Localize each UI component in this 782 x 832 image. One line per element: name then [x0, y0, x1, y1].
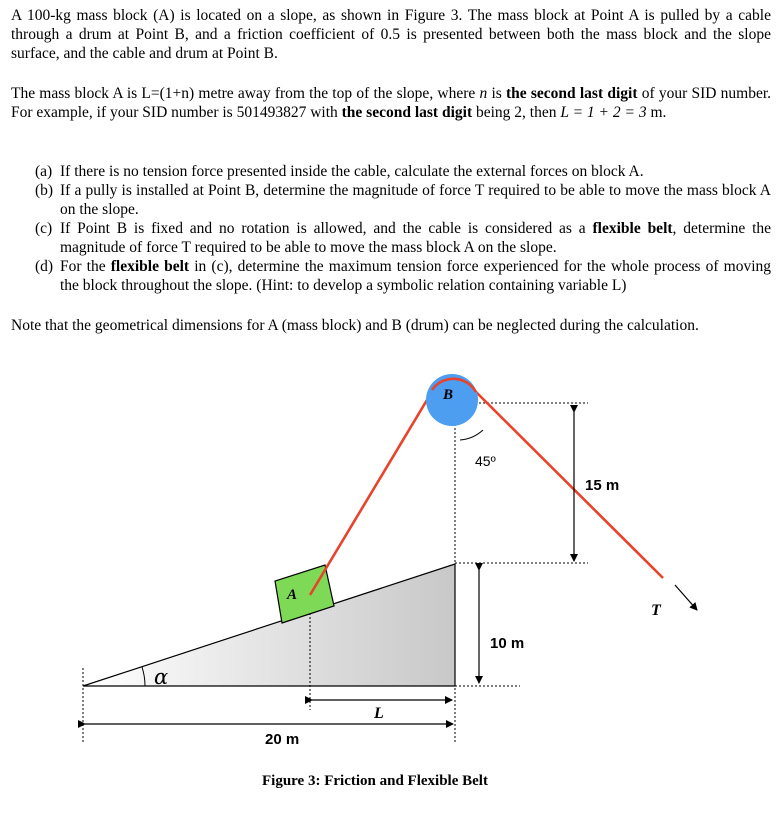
figure-caption: Figure 3: Friction and Flexible Belt — [262, 773, 488, 789]
alpha-label: α — [154, 665, 169, 689]
drum-b-label: B — [443, 387, 454, 403]
angle-arc — [460, 430, 483, 440]
force-t-label: T — [651, 602, 661, 619]
sid-paragraph: The mass block A is L=(1+n) metre away from the top of the slope, where n is the second last digit of your SID number. For example, if your SID number is 501493827 with the second last digit being 2, then L = 1 + 2 = 3 m. — [11, 85, 771, 121]
intro-paragraph: A 100-kg mass block (A) is located on a slope, as shown in Figure 3. The mass block at Point A is pulled by a cable through a drum at Point B, and a friction coefficient of 0.5 is presented between both the mass block and the slope surface, and the cable and drum at Point B. — [11, 7, 771, 62]
block-a-label: A — [287, 587, 298, 603]
angle-label: 45º — [475, 453, 496, 469]
question-c: (c) If Point B is fixed and no rotation is allowed, and the cable is considered as a flexible belt, determine the magnitude of force T required to be able to move the mass block A on the slope. — [35, 220, 772, 256]
question-d: (d) For the flexible belt in (c), determine the maximum tension force experienced for the whole process of moving the block throughout the slope. (Hint: to develop a symbolic relation containing variable L) — [35, 258, 771, 294]
question-b: (b) If a pully is installed at Point B, determine the magnitude of force T required to be able to move the mass block A on the slope. — [35, 182, 771, 218]
base-20m-label: 20 m — [265, 731, 300, 748]
force-t-arrow — [675, 585, 697, 610]
slope — [83, 564, 455, 686]
height-15m-label: 15 m — [585, 477, 620, 494]
guide-lines — [83, 392, 588, 742]
note-text: Note that the geometrical dimensions for A (mass block) and B (drum) can be neglected during the calculation. — [11, 317, 699, 334]
question-a: (a) If there is no tension force presented inside the cable, calculate the external forces on block A. — [35, 163, 644, 180]
length-l-label: L — [374, 705, 384, 722]
height-10m-label: 10 m — [490, 635, 525, 652]
